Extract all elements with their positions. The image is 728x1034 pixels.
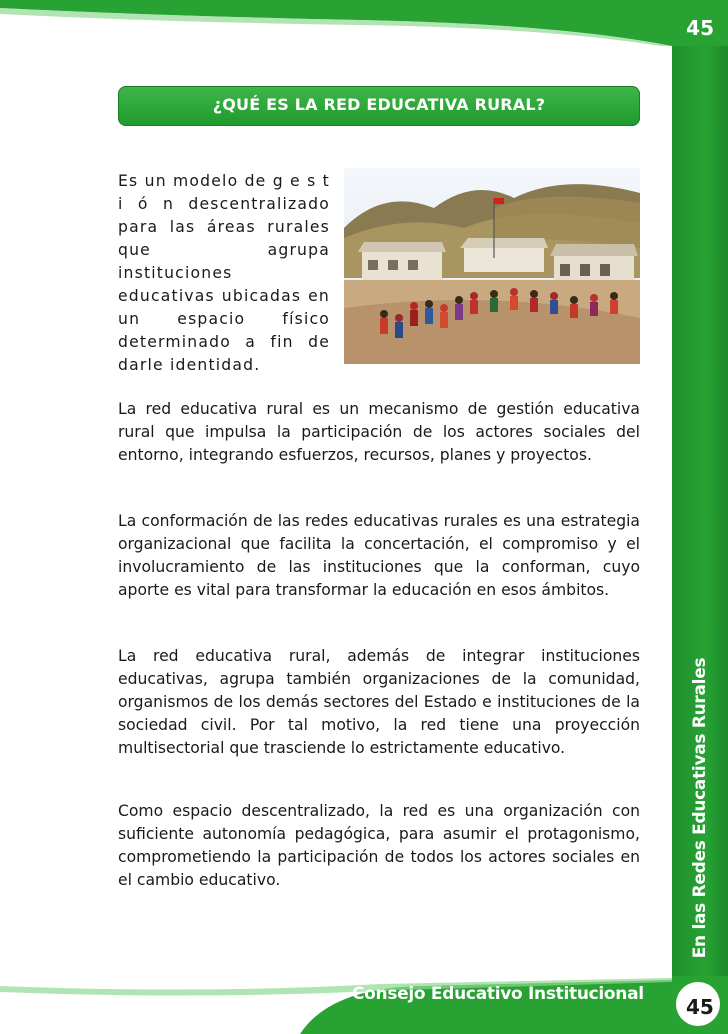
rural-school-photo <box>344 168 640 364</box>
top-header-band <box>0 0 728 46</box>
paragraph-espacio-descentralizado: Como espacio descentralizado, la red es una organización con suficiente autonomía pedagógica, para asumir el protagonismo, comprometiendo la participación de todos los actores sociales en el cambio educativo. <box>118 802 640 889</box>
title-banner <box>118 86 640 126</box>
side-section-label: En las Redes Educativas Rurales <box>690 657 710 959</box>
footer-page-number: 45 <box>686 995 714 1019</box>
page-title: ¿QUÉ ES LA RED EDUCATIVA RURAL? <box>212 95 546 114</box>
footer-title: Consejo Educativo Institucional <box>352 984 644 1004</box>
header-page-number: 45 <box>686 16 714 40</box>
paragraph-conformacion: La conformación de las redes educativas rurales es una estrategia organizacional que facilita la concertación, el compromiso y el involucramiento de las instituciones que la conforman, cuyo aporte es vital para transformar la educación en esos ámbitos. <box>118 512 640 599</box>
paragraph-mecanismo: La red educativa rural es un mecanismo de gestión educativa rural que impulsa la participación de los actores sociales del entorno, integrando esfuerzos, recursos, planes y proyectos. <box>118 400 640 464</box>
paragraph-integracion: La red educativa rural, además de integrar instituciones educativas, agrupa también organizaciones de la comunidad, organismos de los demás sectores del Estado e instituciones de la sociedad civil. Por tal motivo, la red tiene una proyección multisectorial que trasciende lo estrictamente educativo. <box>118 647 640 757</box>
intro-paragraph: Es un modelo de g e s t i ó n descentralizado para las áreas rurales que agrupa instituciones educativas ubicadas en un espacio físico determinado a fin de darle identidad. <box>118 172 330 374</box>
